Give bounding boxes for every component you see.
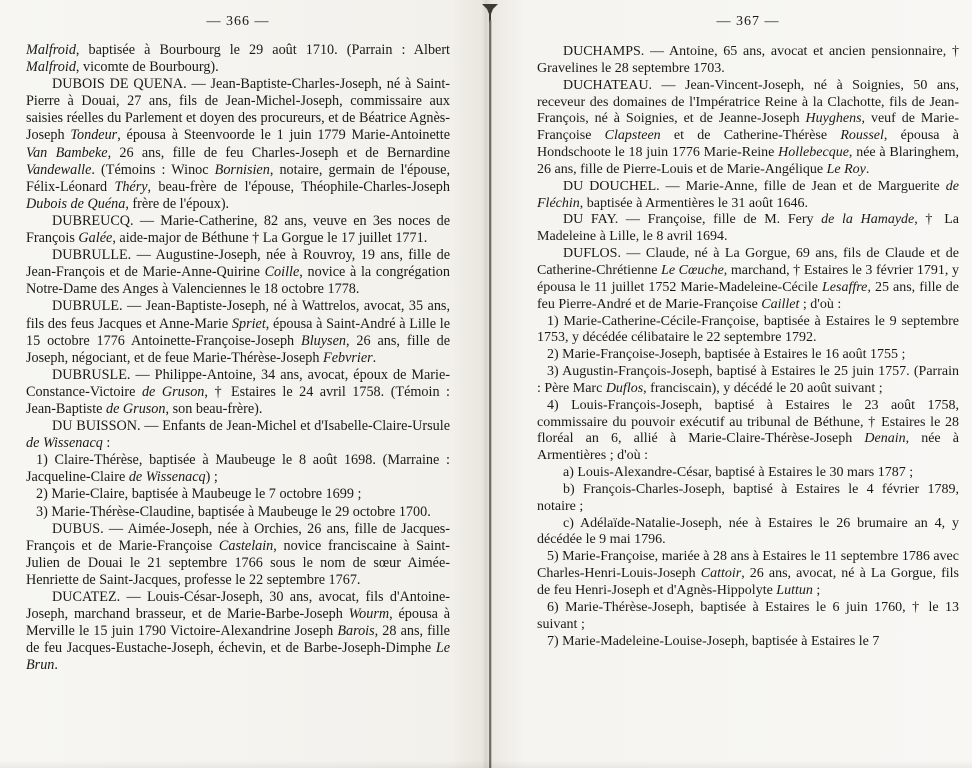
genealogy-entry: [537, 78, 959, 179]
surname-italic: Clapsteen: [604, 128, 661, 144]
entry-text: ) ;: [205, 469, 218, 486]
page-body: [26, 42, 450, 674]
surname-italic: Dubois de Quéna: [26, 195, 126, 212]
surname-italic: de Wissenacq: [128, 469, 206, 486]
entry-text: , épousa à Saint-André à Lille le 15 octobre 1776 Antoinette-Françoise-Joseph: [26, 315, 450, 349]
entry-text: 5) Marie-Françoise, mariée à 28 ans à Estaires le 11 septembre 1786 avec Charles-Henri-Louis-Joseph: [537, 549, 959, 582]
grandchild-entry: [537, 465, 959, 482]
entry-text: , son beau-frère).: [165, 400, 263, 417]
entry-text: DUBRULE. — Jean-Baptiste-Joseph, né à Wattrelos, avocat, 35 ans, fils des feus Jacques et Anne-Marie: [26, 298, 450, 332]
surname-italic: Castelain: [218, 537, 274, 554]
entry-text: , novice franciscaine à Saint-Julien de Douai le 21 septembre 1766 sous le nom de sœur Aimée-Henriette de Saint-Jacques, professe le 22 septembre 1767.: [26, 537, 450, 588]
surname-italic: de Gruson: [105, 400, 166, 417]
entry-text: , baptisée à Armentières le 31 août 1646.: [579, 195, 808, 211]
grandchild-entry: [537, 482, 959, 516]
entry-text: ; d'où :: [799, 296, 842, 312]
entry-text: , 25 ans, fille de feu Pierre-André et de Marie-Françoise: [537, 279, 960, 312]
child-entry: [26, 452, 450, 486]
genealogy-entry: [537, 179, 959, 213]
surname-italic: Lesaffre: [822, 279, 868, 295]
surname-italic: Galée: [78, 230, 113, 247]
surname-italic: Luttun: [776, 583, 813, 598]
surname-italic: Bornisien: [214, 161, 270, 178]
genealogy-entry: [26, 521, 450, 589]
entry-text: , épousa à Hondschoote le 18 juin 1776 Marie-Reine: [537, 128, 959, 161]
genealogy-entry: [26, 213, 450, 247]
entry-text: 6) Marie-Thérèse-Joseph, baptisée à Estaires le 6 juin 1760, † le 13 suivant ;: [537, 599, 959, 632]
surname-italic: Febvrier: [323, 349, 373, 366]
child-entry: [537, 347, 959, 364]
entry-text: DUCATEZ. — Louis-César-Joseph, 30 ans, avocat, fils d'Antoine-Joseph, marchand brasseur, et de Marie-Barbe-Joseph: [26, 589, 450, 623]
genealogy-entry: [26, 367, 450, 418]
entry-text: , épousa à Steenvoorde le 1 juin 1779 Marie-Antoinette: [117, 127, 450, 144]
entry-text: , vicomte de Bourbourg).: [75, 59, 219, 76]
entry-text: , 26 ans, avocat, né à La Gorgue, fils de feu Henri-Joseph et d'Agnès-Hippolyte: [537, 566, 959, 598]
entry-text: , notaire, germain de l'épouse, Félix-Léonard: [26, 161, 450, 195]
entry-text: .: [372, 349, 377, 366]
entry-text: et de Catherine-Thérèse: [660, 128, 841, 144]
page-body: [537, 44, 959, 650]
child-entry: [537, 398, 959, 465]
entry-text: , franciscain), y décédé le 20 août suivant ;: [643, 380, 883, 396]
entry-text: b) François-Charles-Joseph, baptisé à Estaires le 4 février 1789, notaire ;: [537, 481, 959, 514]
surname-italic: Cattoir: [700, 566, 742, 582]
entry-text: 3) Marie-Thérèse-Claudine, baptisée à Maubeuge le 29 octobre 1700.: [36, 503, 431, 520]
surname-italic: Denain: [864, 431, 906, 447]
surname-italic: Le Cœuche: [661, 262, 724, 278]
entry-text: , marchand, † Estaires le 3 février 1791, y épousa le 11 juillet 1752 Marie-Madeleine-Cécile: [537, 262, 959, 295]
genealogy-entry: [26, 298, 450, 366]
entry-text: DU DOUCHEL. — Marie-Anne, fille de Jean et de Marguerite: [563, 178, 946, 194]
surname-italic: Théry: [114, 178, 148, 195]
entry-text: .: [865, 161, 870, 177]
surname-italic: de Wissenacq: [26, 435, 103, 452]
surname-italic: Wourm: [348, 606, 390, 623]
entry-text: 2) Marie-Françoise-Joseph, baptisée à Estaires le 16 août 1755 ;: [547, 347, 906, 363]
entry-text: 4) Louis-François-Joseph, baptisé à Estaires le 23 août 1758, commissaire du pouvoir exécutif au tribunal de Béthune, † Estaires le 28 floréal an 6, allié à Marie-Claire-Thérèse-Joseph: [537, 397, 959, 447]
entry-text: ;: [812, 583, 821, 598]
left-page: [26, 0, 450, 768]
entry-text: . (Témoins : Winoc: [91, 161, 215, 178]
entry-text: DUCHATEAU. — Jean-Vincent-Joseph, né à Soignies, 50 ans, receveur des domaines de l'Impératrice Reine à la Clachotte, fils de Jean-François, né à Soignies, et de Jeanne-Joseph: [537, 77, 959, 127]
entry-text: 2) Marie-Claire, baptisée à Maubeuge le 7 octobre 1699 ;: [36, 486, 362, 503]
child-entry: [537, 634, 959, 651]
right-page: [537, 0, 959, 768]
genealogy-entry: [537, 212, 959, 246]
surname-italic: Van Bambeke: [26, 144, 108, 161]
grandchild-entry: [537, 516, 959, 550]
entry-text: , baptisée à Bourbourg le 29 août 1710. (Parrain : Albert: [75, 42, 450, 58]
entry-text: DUBRULLE. — Augustine-Joseph, née à Rouvroy, 19 ans, fille de Jean-François et de Marie-Anne-Quirine: [26, 247, 450, 281]
child-entry: [26, 486, 450, 503]
child-entry: [537, 549, 959, 600]
surname-italic: Tondeur: [70, 127, 118, 144]
entry-text: :: [102, 435, 111, 452]
entry-text: , 26 ans, fille de Joseph, négociant, et de feue Marie-Thérèse-Joseph: [26, 332, 451, 366]
entry-text: DUBUS. — Aimée-Joseph, née à Orchies, 26 ans, fille de Jacques-François et de Marie-Françoise: [26, 520, 450, 554]
entry-text: , frère de l'époux).: [125, 195, 230, 212]
surname-italic: Spriet: [231, 315, 266, 332]
surname-italic: de Fléchin: [537, 178, 959, 211]
genealogy-entry: [537, 246, 959, 313]
page-shadow: [0, 760, 972, 768]
page-number: — 366 —: [206, 14, 270, 29]
entry-text: DU BUISSON. — Enfants de Jean-Michel et d'Isabelle-Claire-Ursule: [52, 418, 450, 435]
entry-text: 1) Claire-Thérèse, baptisée à Maubeuge le 8 août 1698. (Marraine : Jacqueline-Claire: [26, 452, 450, 486]
entry-text: .: [54, 657, 58, 674]
genealogy-entry: [537, 44, 959, 78]
surname-italic: Vandewalle: [26, 161, 92, 178]
child-entry: [537, 364, 959, 398]
surname-italic: Le Roy: [826, 161, 866, 177]
genealogy-entry: [26, 418, 450, 452]
surname-italic: Roussel: [840, 128, 884, 144]
entry-text: , 26 ans, fille de feu Charles-Joseph et de Bernardine: [107, 144, 450, 161]
entry-text: , veuf de Marie-Françoise: [537, 111, 959, 144]
surname-italic: Barois: [337, 623, 375, 640]
entry-text: , née à Blaringhem, 26 ans, fille de Pierre-Louis et de Marie-Angélique: [537, 145, 959, 177]
entry-text: DUBREUCQ. — Marie-Catherine, 82 ans, veuve en 3es noces de François: [26, 212, 450, 247]
surname-italic: Hollebecque: [778, 145, 849, 161]
surname-italic: Huyghens: [805, 111, 862, 127]
surname-italic: Le Brun: [26, 640, 450, 674]
entry-text: , † La Madeleine à Lille, le 8 avril 1694.: [537, 212, 959, 245]
surname-italic: de la Hamayde: [821, 212, 915, 228]
entry-text: , aide-major de Béthune † La Gorgue le 17 juillet 1771.: [112, 230, 428, 247]
surname-italic: Caillet: [761, 296, 800, 312]
surname-italic: Coille: [264, 264, 300, 281]
entry-text: DUBRUSLE. — Philippe-Antoine, 34 ans, avocat, époux de Marie-Constance-Victoire: [26, 366, 450, 400]
entry-text: DU FAY. — Françoise, fille de M. Fery: [563, 212, 822, 228]
child-entry: [537, 314, 959, 348]
entry-text: , 28 ans, fille de feu Jacques-Eustache-Joseph, échevin, et de Barbe-Joseph-Dimphe: [26, 623, 450, 657]
surname-italic: Malfroid: [26, 59, 76, 76]
child-entry: [537, 600, 959, 634]
entry-text: DUFLOS. — Claude, né à La Gorgue, 69 ans, fils de Claude et de Catherine-Chrétienne: [537, 246, 959, 278]
entry-text: , † Estaires le 24 avril 1758. (Témoin : Jean-Baptiste: [26, 383, 450, 417]
surname-italic: de Gruson: [141, 383, 205, 400]
entry-text: a) Louis-Alexandre-César, baptisé à Estaires le 30 mars 1787 ;: [563, 465, 914, 481]
entry-text: , épousa à Merville le 15 juin 1790 Victoire-Alexandrine Joseph: [26, 606, 450, 640]
entry-text: c) Adélaïde-Natalie-Joseph, née à Estaires le 26 brumaire an 4, y décédée le 9 mai 1796.: [537, 515, 959, 548]
surname-italic: Bluysen: [301, 332, 346, 349]
child-entry: [26, 504, 450, 521]
genealogy-entry: [26, 589, 450, 674]
surname-italic: Duflos: [605, 380, 644, 396]
binding-rod-icon: [479, 0, 501, 768]
page-number: — 367 —: [716, 14, 780, 29]
entry-text: , beau-frère de l'épouse, Théophile-Charles-Joseph: [147, 178, 450, 195]
genealogy-entry: [26, 42, 450, 76]
surname-italic: Malfroid: [26, 42, 76, 58]
entry-text: , novice à la congrégation Notre-Dame des Anges à Valenciennes le 18 octobre 1778.: [26, 264, 450, 298]
genealogy-entry: [26, 76, 450, 213]
genealogy-entry: [26, 247, 450, 298]
entry-text: DUCHAMPS. — Antoine, 65 ans, avocat et ancien pensionnaire, † Gravelines le 28 septembre 1703.: [537, 44, 959, 76]
entry-text: 3) Augustin-François-Joseph, baptisé à Estaires le 25 juin 1757. (Parrain : Père Marc: [537, 364, 959, 396]
entry-text: 7) Marie-Madeleine-Louise-Joseph, baptisée à Estaires le 7: [547, 633, 880, 649]
entry-text: 1) Marie-Catherine-Cécile-Françoise, baptisée à Estaires le 9 septembre 1753, y décédée célibataire le 22 septembre 1792.: [537, 313, 959, 346]
entry-text: , née à Armentières ; d'où :: [537, 431, 959, 464]
entry-text: DUBOIS DE QUENA. — Jean-Baptiste-Charles-Joseph, né à Saint-Pierre à Douai, 27 ans, fils de Jean-Michel-Joseph, commissaire aux saisies réelles du Parlement et doyen des procureurs, et de Béatrice Agnès-Joseph: [26, 76, 450, 144]
